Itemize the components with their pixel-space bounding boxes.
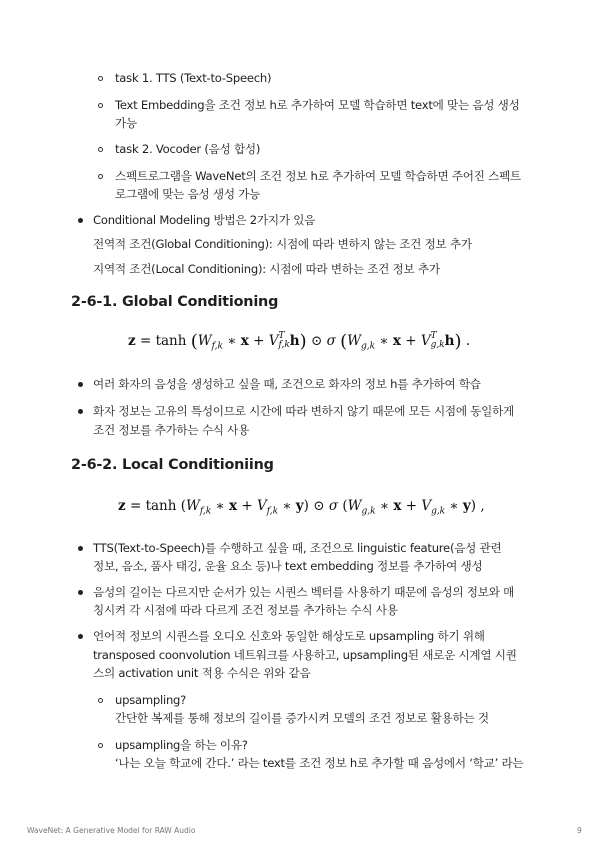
section-heading: 2-6-2. Local Conditioniing xyxy=(71,457,274,473)
disc-bullet-icon xyxy=(78,546,83,551)
list-item: upsampling? xyxy=(115,693,187,707)
list-item: TTS(Text-to-Speech)를 수행하고 싶을 때, 조건으로 linguistic feature(음성 관련 xyxy=(93,541,502,555)
circle-bullet-icon xyxy=(98,76,103,81)
list-item-continuation: 스의 activation unit 적용 수식은 위와 같음 xyxy=(93,666,311,680)
list-item: 음성의 길이는 다르지만 순서가 있는 시퀀스 벡터를 사용하기 때문에 음성의 정보와 매 xyxy=(93,585,515,599)
paragraph: 전역적 조건(Global Conditioning): 시점에 따라 변하지 않는 조건 정보 추가 xyxy=(93,237,472,251)
list-item-continuation: 조건 정보를 추가하는 수식 사용 xyxy=(93,423,250,437)
list-item-continuation: 칭시켜 각 시점에 따라 다르게 조건 정보를 추가하는 수식 사용 xyxy=(93,603,398,617)
list-item-continuation: 가능 xyxy=(115,116,137,130)
disc-bullet-icon xyxy=(78,382,83,387)
list-item: task 2. Vocoder (음성 합성) xyxy=(115,142,261,156)
list-item-continuation: ‘나는 오늘 학교에 간다.’ 라는 text를 조건 정보 h로 추가할 때 음성에서 ‘학교’ 라는 xyxy=(115,756,524,770)
circle-bullet-icon xyxy=(98,103,103,108)
disc-bullet-icon xyxy=(78,590,83,595)
circle-bullet-icon xyxy=(98,743,103,748)
list-item: task 1. TTS (Text-to-Speech) xyxy=(115,71,272,85)
list-item: Text Embedding을 조건 정보 h로 추가하여 모델 학습하면 text에 맞는 음성 생성 xyxy=(115,98,520,112)
list-item: 여러 화자의 음성을 생성하고 싶을 때, 조건으로 화자의 정보 h를 추가하여 학습 xyxy=(93,377,481,391)
paragraph: 지역적 조건(Local Conditioning): 시점에 따라 변하는 조건 정보 추가 xyxy=(93,262,440,276)
local-conditioning-equation: $z = \tanh (W_{f,k}$ ∗ $x + V_{f,k}$ ∗ y) ⊙ σ ($W_{g,k}$ ∗ $x + V_{g,k}$ ∗ y) , xyxy=(118,498,485,517)
list-item-continuation: transposed coonvolution 네트워크를 사용하고, upsampling된 새로운 시계열 시퀀 xyxy=(93,648,517,662)
list-item: 화자 정보는 고유의 특성이므로 시간에 따라 변하지 않기 때문에 모든 시점에 동일하게 xyxy=(93,404,515,418)
disc-bullet-icon xyxy=(78,409,83,414)
disc-bullet-icon xyxy=(78,634,83,639)
list-item-continuation: 간단한 복제를 통해 정보의 길이를 증가시켜 모델의 조건 정보로 활용하는 것 xyxy=(115,711,489,725)
footer-title: WaveNet: A Generative Model for RAW Audio xyxy=(27,826,196,835)
list-item: upsampling을 하는 이유? xyxy=(115,738,248,752)
circle-bullet-icon xyxy=(98,147,103,152)
global-conditioning-equation: $z = \tanh (W_{f,k}$ ∗ x + V T f,k h) ⊙ σ ($W_{g,k}$ ∗ x + V T g,k h) . xyxy=(128,331,471,352)
list-item: 언어적 정보의 시퀀스를 오디오 신호와 동일한 해상도로 upsampling 하기 위해 xyxy=(93,629,485,643)
circle-bullet-icon xyxy=(98,698,103,703)
section-heading: 2-6-1. Global Conditioning xyxy=(71,294,279,310)
page-number: 9 xyxy=(577,826,582,835)
circle-bullet-icon xyxy=(98,174,103,179)
list-item-continuation: 로그램에 맞는 음성 생성 가능 xyxy=(115,187,261,201)
list-item: Conditional Modeling 방법은 2가지가 있음 xyxy=(93,213,316,227)
disc-bullet-icon xyxy=(78,218,83,223)
list-item-continuation: 정보, 음소, 품사 태깅, 운율 요소 등)나 text embedding 정보를 추가하여 생성 xyxy=(93,559,483,573)
list-item: 스펙트로그램을 WaveNet의 조건 정보 h로 추가하여 모델 학습하면 주어진 스펙트 xyxy=(115,169,521,183)
